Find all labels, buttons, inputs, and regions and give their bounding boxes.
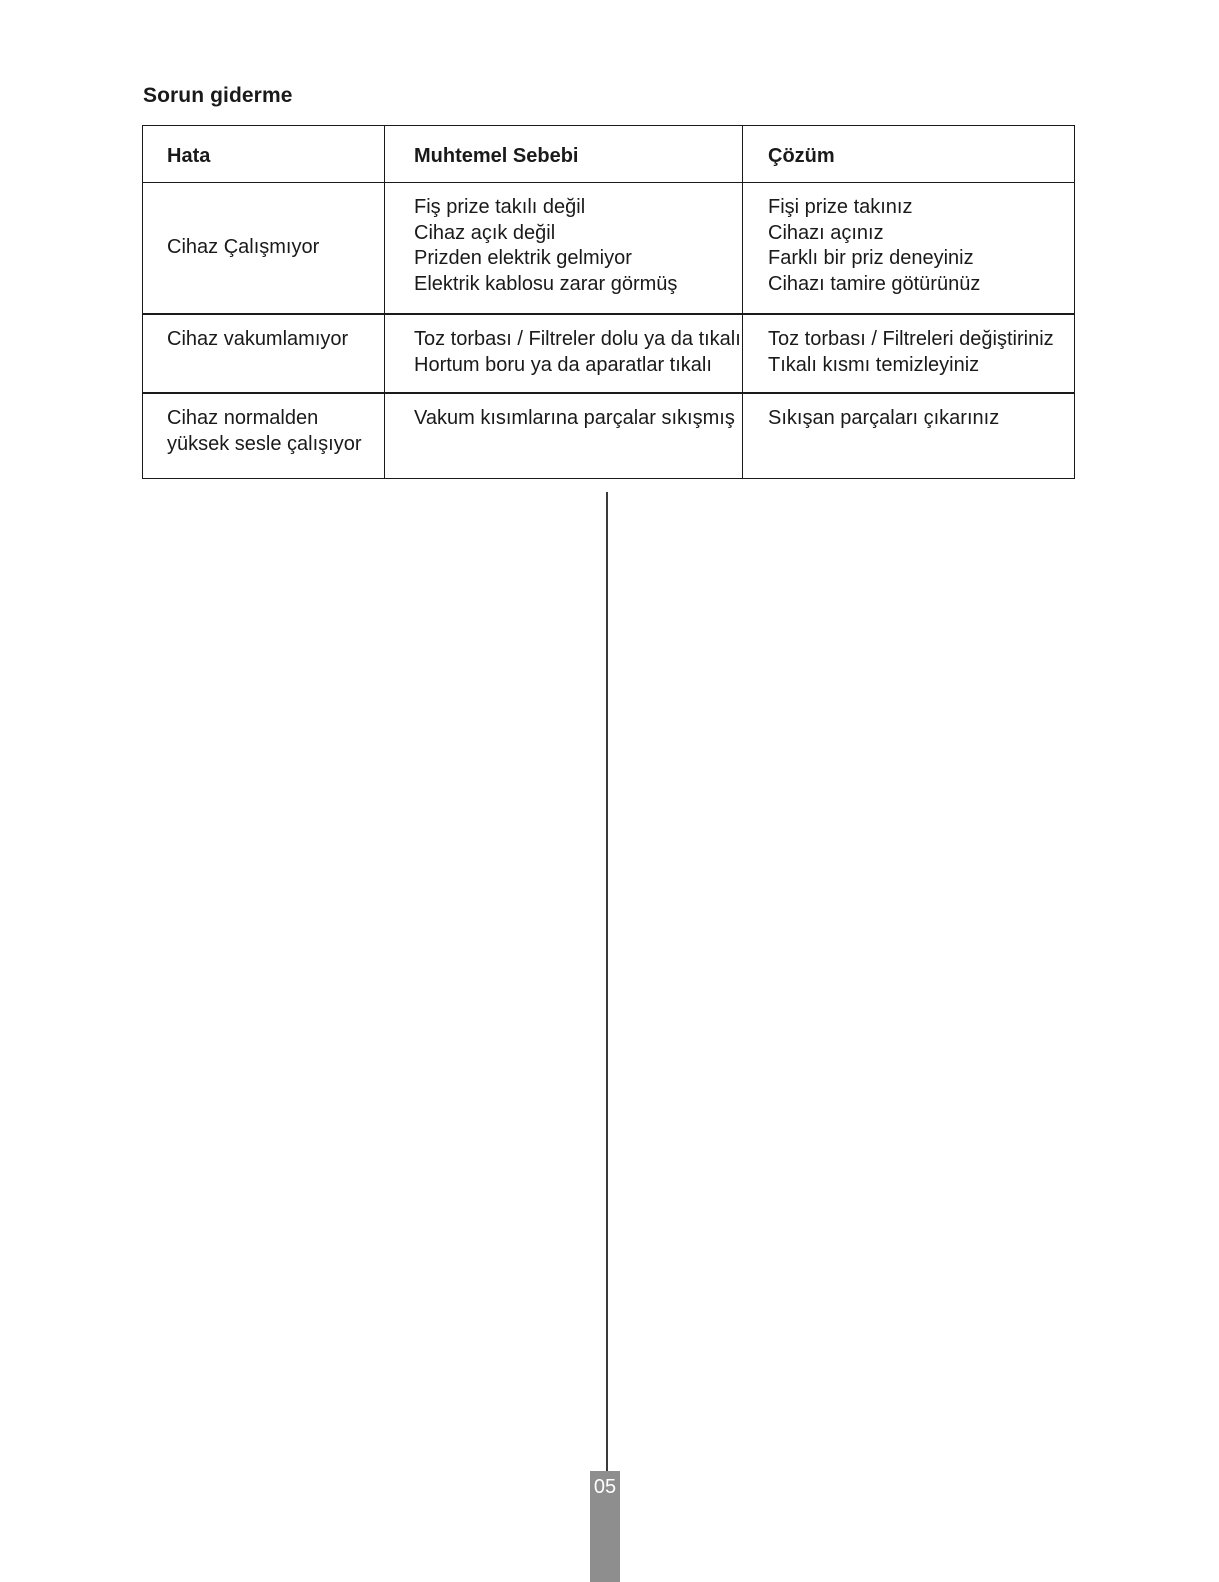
cause-cell <box>385 393 743 479</box>
cause-cell <box>385 314 743 393</box>
page-number: 05 <box>593 1476 617 1498</box>
problem-text: Cihaz vakumlamıyor <box>167 328 349 350</box>
section-title: Sorun giderme <box>143 84 293 107</box>
cause-text: Cihaz açık değil <box>414 221 556 244</box>
solution-cell <box>743 314 1075 393</box>
header-problem: Hata <box>143 126 385 183</box>
table-row <box>143 314 1075 393</box>
cause-text: Hortum boru ya da aparatlar tıkalı <box>414 353 712 376</box>
cause-text: Prizden elektrik gelmiyor <box>414 247 632 269</box>
header-solution: Çözüm <box>743 126 1075 183</box>
problem-text: Cihaz normalden <box>167 407 319 429</box>
cause-text: Toz torbası / Filtreler dolu ya da tıkalı <box>414 328 741 350</box>
header-cause: Muhtemel Sebebi <box>385 126 743 183</box>
table-row <box>143 393 1075 479</box>
problem-cell <box>143 183 385 315</box>
cause-text: Vakum kısımlarına parçalar sıkışmış <box>414 407 735 429</box>
table-header-row <box>143 126 1075 183</box>
solution-text: Farklı bir priz deneyiniz <box>768 247 974 269</box>
solution-cell <box>743 183 1075 315</box>
problem-cell <box>143 393 385 479</box>
troubleshooting-table <box>142 125 1075 479</box>
solution-text: Toz torbası / Filtreleri değiştiriniz <box>768 328 1054 350</box>
solution-text: Cihazı açınız <box>768 221 884 244</box>
column-divider <box>606 492 608 1482</box>
cause-text: Fiş prize takılı değil <box>414 196 586 218</box>
cause-text: Elektrik kablosu zarar görmüş <box>414 272 678 295</box>
solution-text: Sıkışan parçaları çıkarınız <box>768 407 1000 429</box>
solution-text: Fişi prize takınız <box>768 196 913 218</box>
problem-text: Cihaz Çalışmıyor <box>167 236 320 259</box>
cause-cell <box>385 183 743 315</box>
solution-text: Cihazı tamire götürünüz <box>768 272 981 295</box>
table-row <box>143 183 1075 315</box>
problem-text: yüksek sesle çalışıyor <box>167 432 362 455</box>
solution-text: Tıkalı kısmı temizleyiniz <box>768 353 980 376</box>
solution-cell <box>743 393 1075 479</box>
problem-cell <box>143 314 385 393</box>
